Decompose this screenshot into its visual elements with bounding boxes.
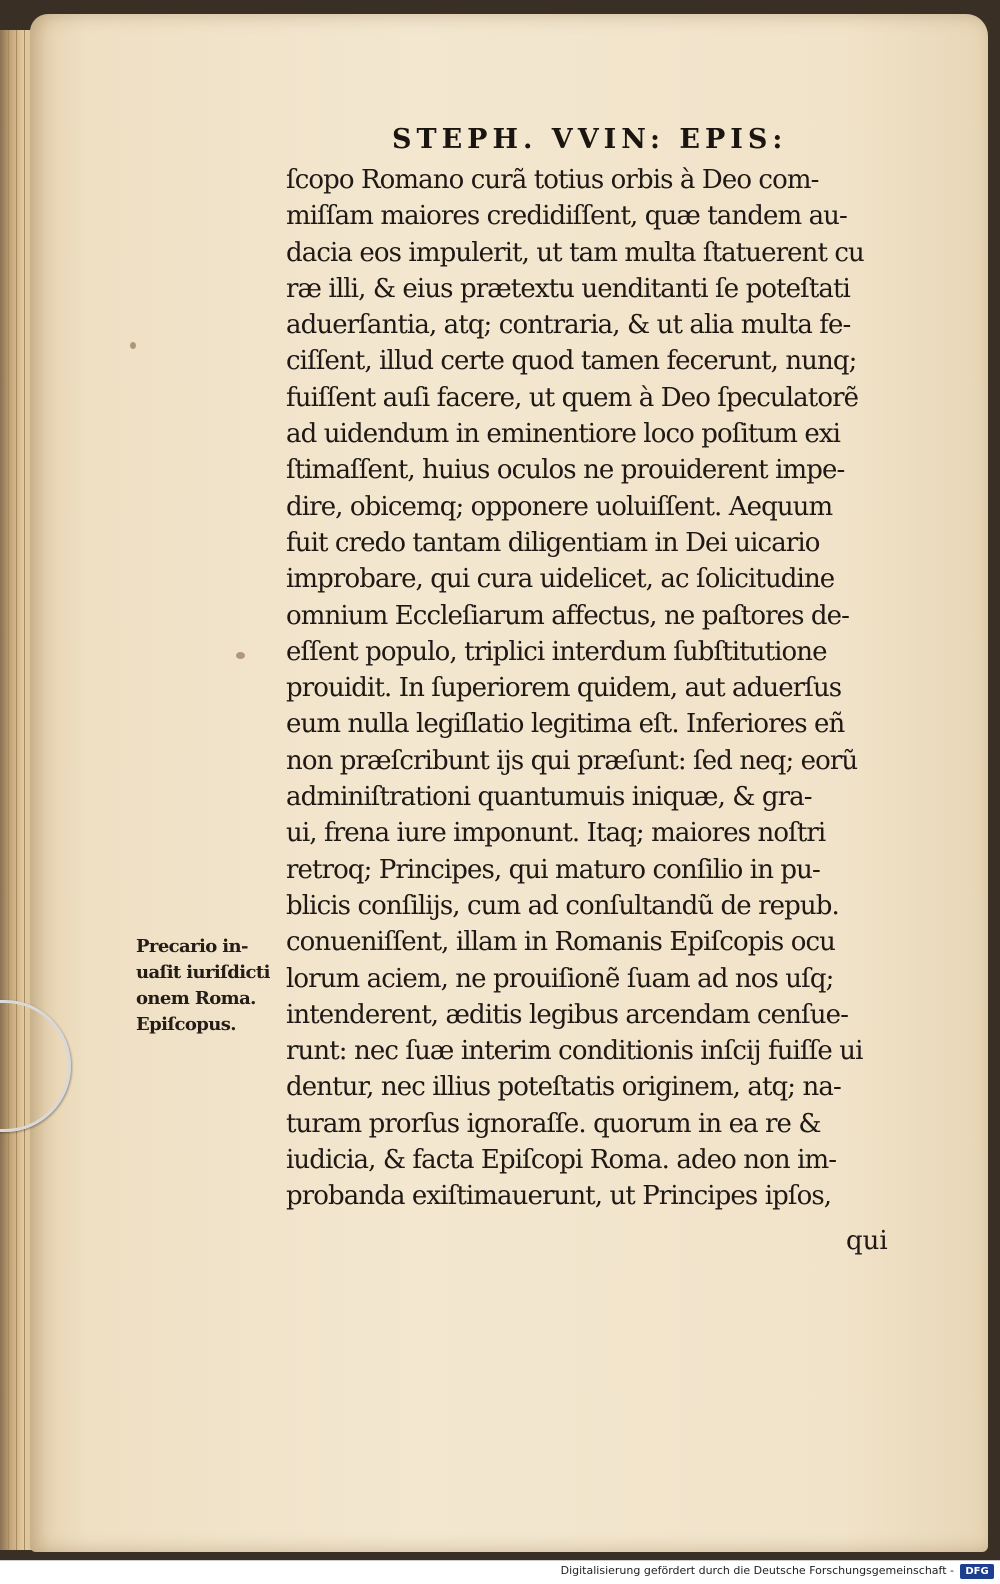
text-line: dentur, nec illius poteſtatis originem, atq; na- — [286, 1072, 841, 1103]
text-line: fuit credo tantam diligentiam in Dei uicario — [286, 527, 820, 558]
text-line: ui, frena iure imponunt. Itaq; maiores noſtri — [286, 818, 826, 849]
funding-credit: Digitalisierung gefördert durch die Deutsche Forschungsgemeinschaft - — [560, 1564, 954, 1577]
text-line: intenderent, æditis legibus arcendam cenſue- — [286, 999, 848, 1030]
margin-note-line: uaſit iuriſdicti — [136, 962, 270, 983]
text-line: fuiſſent auſi facere, ut quem à Deo ſpeculatorẽ — [286, 382, 859, 413]
margin-note — [136, 934, 272, 1038]
digitization-footer — [0, 1560, 1000, 1584]
text-line: prouidit. In ſuperiorem quidem, aut aduerſus — [286, 673, 842, 704]
text-line: blicis conſilijs, cum ad conſultandũ de repub. — [286, 890, 839, 921]
text-line: ſtimaſſent, huius oculos ne prouiderent impe- — [286, 455, 845, 486]
text-line: retroq; Principes, qui maturo conſilio in pu- — [286, 854, 820, 885]
text-line: ad uidendum in eminentiore loco poſitum exi — [286, 419, 841, 450]
text-line: lorum aciem, ne prouiſionẽ ſuam ad nos uſq; — [286, 963, 834, 994]
text-line: conueniſſent, illam in Romanis Epiſcopis ocu — [286, 927, 835, 958]
text-line: ſcopo Romano curã totius orbis à Deo com- — [286, 165, 819, 195]
text-line: eum nulla legiſlatio legitima eſt. Inferiores eñ — [286, 709, 845, 740]
text-line: ræ illi, & eius prætextu uenditanti ſe poteſtati — [286, 273, 850, 304]
dfg-logo: DFG — [960, 1564, 994, 1579]
text-line: dire, obicemq; opponere uoluiſſent. Aequum — [286, 491, 833, 522]
margin-note-line: onem Roma. — [136, 988, 256, 1009]
text-line: improbare, qui cura uidelicet, ac ſolicitudine — [286, 564, 835, 595]
text-line: iudicia, & facta Epiſcopi Roma. adeo non im- — [286, 1145, 837, 1176]
running-head: STEPH. VVIN: EPIS: — [392, 124, 788, 155]
text-line: eſſent populo, triplici interdum ſubſtitutione — [286, 636, 827, 667]
margin-note-line: Epiſcopus. — [136, 1014, 236, 1035]
margin-note-line: Precario in- — [136, 936, 248, 957]
text-line: aduerſantia, atq; contraria, & ut alia multa fe- — [286, 310, 851, 341]
text-line: turam prorſus ignoraſſe. quorum in ea re & — [286, 1108, 821, 1139]
body-text — [286, 162, 916, 1215]
text-line: non præſcribunt ijs qui præſunt: ſed neq; eorũ — [286, 745, 858, 776]
text-line: miſſam maiores credidiſſent, quæ tandem au- — [286, 201, 847, 232]
text-line: adminiſtrationi quantumuis iniquæ, & gra- — [286, 782, 812, 813]
ink-spot — [236, 652, 245, 659]
text-line: probanda exiſtimauerunt, ut Principes ipſos, — [286, 1181, 832, 1212]
ink-spot — [130, 342, 136, 349]
text-line: dacia eos impulerit, ut tam multa ſtatuerent cu — [286, 237, 864, 268]
catchword: qui — [846, 1226, 888, 1256]
text-line: runt: nec ſuæ interim conditionis inſcij fuiſſe ui — [286, 1036, 863, 1067]
text-line: ciſſent, illud certe quod tamen fecerunt, nunq; — [286, 346, 857, 377]
text-line: omnium Eccleſiarum affectus, ne paſtores de- — [286, 600, 850, 631]
